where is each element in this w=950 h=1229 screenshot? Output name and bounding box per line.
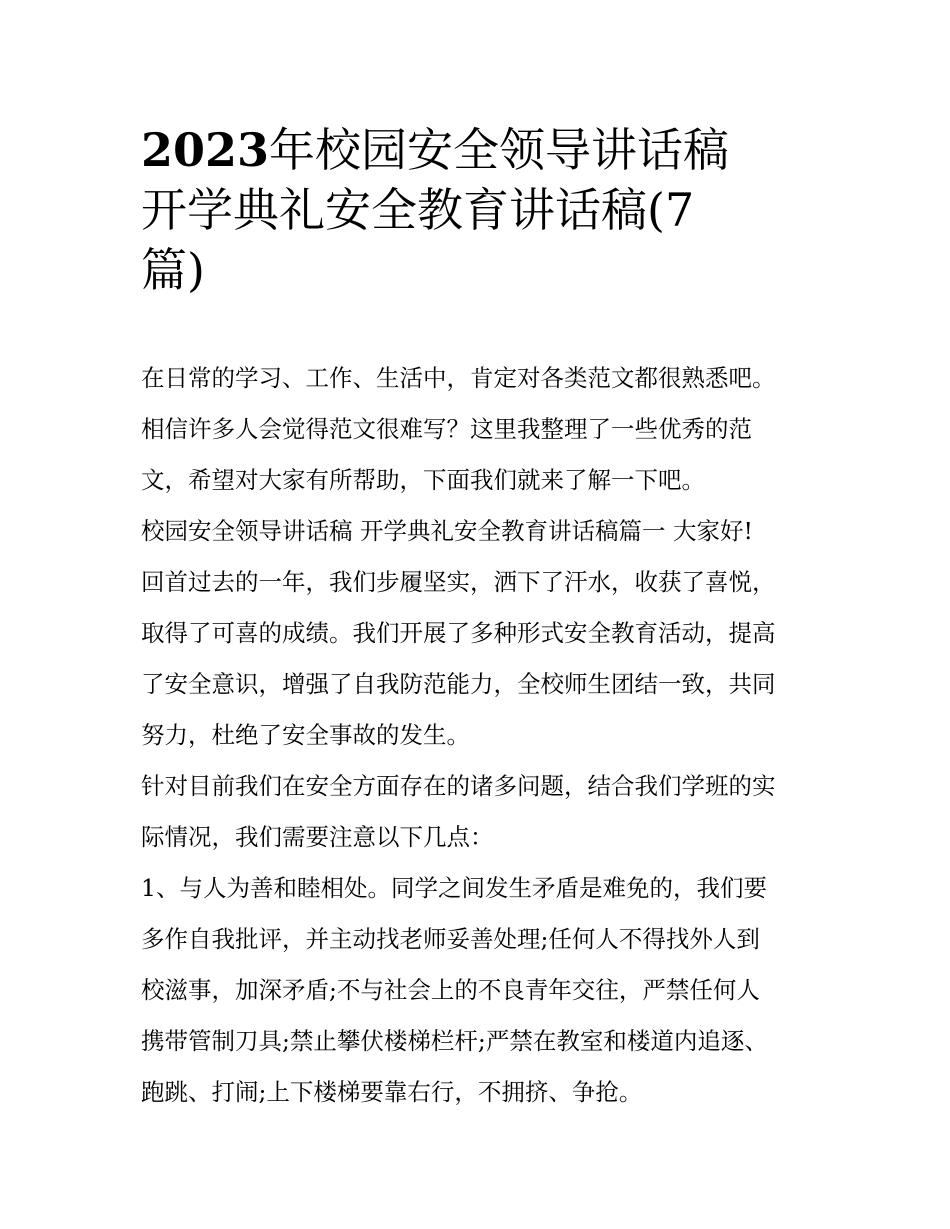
body-line: 努力，杜绝了安全事故的发生。 — [141, 721, 470, 749]
body-line: 在日常的学习、工作、生活中，肯定对各类范文都很熟悉吧。 — [141, 364, 776, 392]
body-line: 文，希望对大家有所帮助，下面我们就来了解一下吧。 — [141, 466, 705, 494]
title-line-2: 开学典礼安全教育讲话稿(7 — [141, 183, 695, 237]
body-line: 回首过去的一年，我们步履坚实，洒下了汗水，收获了喜悦， — [141, 568, 776, 596]
body-line: 际情况，我们需要注意以下几点： — [141, 823, 494, 851]
body-line: 携带管制刀具;禁止攀伏楼梯栏杆;严禁在教室和楼道内追逐、 — [141, 1027, 768, 1055]
document-body — [141, 353, 821, 1118]
body-line: 跑跳、打闹;上下楼梯要靠右行，不拥挤、争抢。 — [141, 1078, 643, 1106]
body-line: 多作自我批评，并主动找老师妥善处理;任何人不得找外人到 — [141, 925, 760, 953]
body-line: 取得了可喜的成绩。我们开展了多种形式安全教育活动，提高 — [141, 619, 776, 647]
title-line-1 — [141, 120, 821, 180]
body-line: 针对目前我们在安全方面存在的诸多问题，结合我们学班的实 — [141, 772, 776, 800]
body-line: 校滋事，加深矛盾;不与社会上的不良青年交往，严禁任何人 — [141, 976, 760, 1004]
document-title — [141, 120, 821, 300]
title-line-1-text: 年校园安全领导讲话稿 — [269, 123, 730, 177]
title-line-3: 篇) — [141, 243, 205, 297]
body-line: 了安全意识，增强了自我防范能力，全校师生团结一致，共同 — [141, 670, 776, 698]
body-line: 1、与人为善和睦相处。同学之间发生矛盾是难免的，我们要 — [141, 874, 767, 902]
title-year: 2023 — [141, 123, 270, 177]
body-line: 相信许多人会觉得范文很难写？这里我整理了一些优秀的范 — [141, 415, 752, 443]
body-line: 校园安全领导讲话稿 开学典礼安全教育讲话稿篇一 大家好! — [141, 517, 753, 545]
